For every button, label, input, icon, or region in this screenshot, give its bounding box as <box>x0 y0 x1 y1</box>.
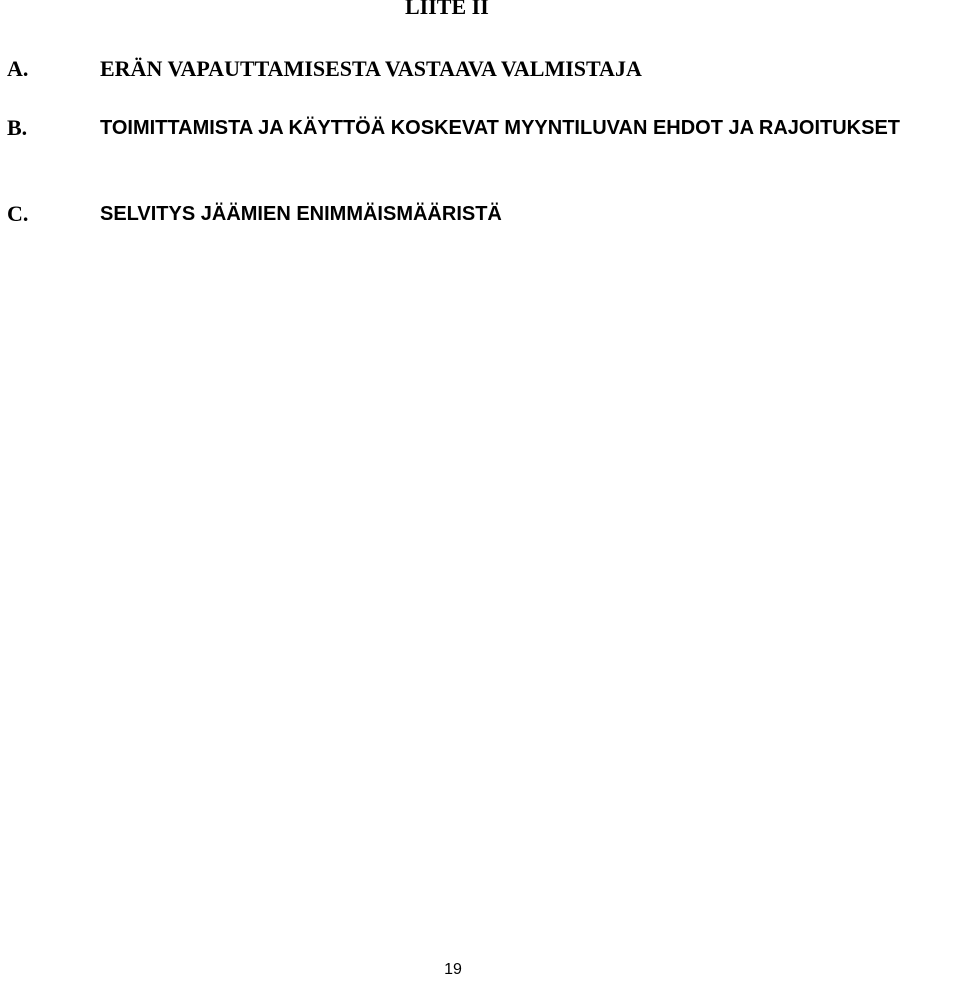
section-letter: B. <box>7 115 28 140</box>
section-c <box>7 200 960 228</box>
page-number: 19 <box>444 961 462 978</box>
annex-title: LIITE II <box>405 0 489 19</box>
section-heading: SELVITYS JÄÄMIEN ENIMMÄISMÄÄRISTÄ <box>100 203 502 225</box>
section-letter: A. <box>7 56 29 81</box>
section-heading: TOIMITTAMISTA JA KÄYTTÖÄ KOSKEVAT MYYNTILUVAN EHDOT JA RAJOITUKSET <box>100 117 901 139</box>
section-letter: C. <box>7 201 29 226</box>
section-a <box>7 55 960 83</box>
section-heading: ERÄN VAPAUTTAMISESTA VASTAAVA VALMISTAJA <box>100 56 642 81</box>
section-b <box>7 114 960 142</box>
